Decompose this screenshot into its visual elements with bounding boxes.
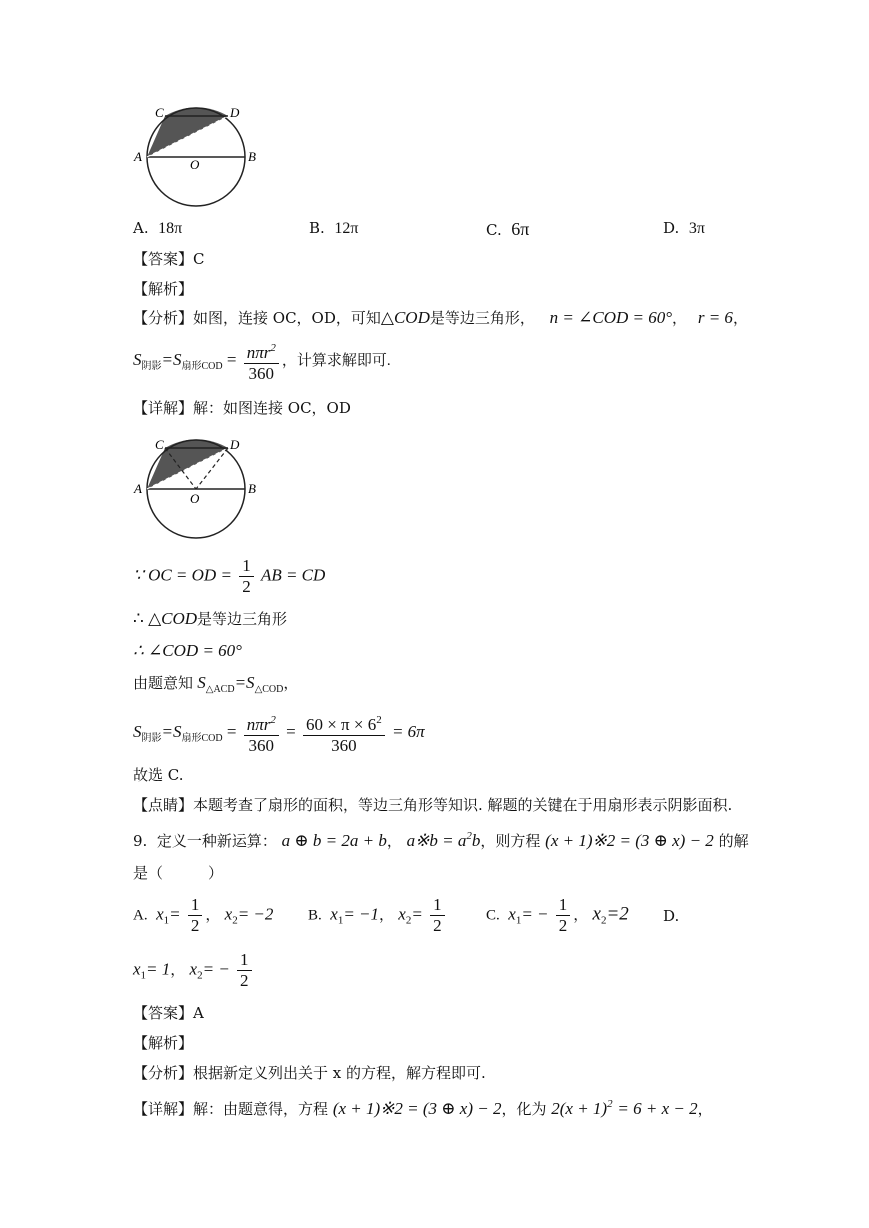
q8-option-b: B. 12π xyxy=(309,219,359,237)
q9-option-c: C. $x_1=$ − $\frac{1}{2}$ ， $x_2=2$ xyxy=(486,895,629,935)
label-d-2: D xyxy=(230,437,240,452)
q8-choose: 故选 C. xyxy=(133,766,184,784)
q9-option-a: A. $x_1=$ $\frac{1}{2}$ ， $x_2= -2$ xyxy=(133,895,274,935)
label-c-2: C xyxy=(155,437,164,452)
q8-analysis-label: 【解析】 xyxy=(133,280,194,298)
q8-option-c: C. 6π xyxy=(486,219,530,239)
label-b: B xyxy=(248,149,256,164)
q9-answer: 【答案】A xyxy=(133,1004,204,1022)
label-o-2: O xyxy=(190,491,200,506)
q8-therefore-2: ∴ ∠COD = 60° xyxy=(133,641,242,660)
q8-therefore-1: ∴ △COD是等边三角形 xyxy=(133,609,288,628)
q9-analysis: 【分析】根据新定义列出关于 x 的方程，解方程即可. xyxy=(133,1064,486,1082)
q8-known: 由题意知 $S_{\triangle ACD}=S_{\triangle COD}$， xyxy=(133,673,299,695)
q8-answer: 【答案】C xyxy=(133,250,205,268)
q8-comment: 【点睛】本题考查了扇形的面积，等边三角形等知识. 解题的关键在于用扇形表示阴影面积. xyxy=(133,796,733,814)
q9-stem-line-1: 9. 定义一种新运算： a ⊕ b = 2a + b， a※b = $a^2b$，则方程 (x + 1)※2 = (3 ⊕ x) − 2 的解 xyxy=(133,830,749,850)
q9-option-d-letter: D. xyxy=(663,907,680,925)
circle-diagram-2 xyxy=(130,432,280,557)
q8-detail: 【详解】解：如图连接 OC，OD xyxy=(133,399,351,417)
q8-option-d: D. 3π xyxy=(663,219,705,237)
q9-option-b: B. $x_1= -1$， $x_2=$ $\frac{1}{2}$ xyxy=(308,895,448,936)
label-a-2: A xyxy=(134,481,142,496)
q8-final-formula: $S_{阴影}=S_{扇形COD}$ = $\frac{n\pi r^2}{360}$ = $\frac{60 \times \pi \times 6^2}{360}$ = 6π xyxy=(133,710,425,756)
q8-analysis: 【分析】如图，连接 OC，OD，可知△COD是等边三角形， n = ∠COD = 60°， r = 6， xyxy=(133,308,748,327)
q9-detail: 【详解】解：由题意得，方程 (x + 1)※2 = (3 ⊕ x) − 2，化为 $2(x + 1)^2 = 6 + x - 2$， xyxy=(133,1098,713,1118)
q8-area-formula: $S_{阴影}=S_{扇形COD}$ = $\frac{n\pi r^2}{360}$ ，计算求解即可. xyxy=(133,338,391,384)
label-o: O xyxy=(190,157,200,172)
q8-option-a: A. 18π xyxy=(133,219,183,237)
q8-because-line: ∵ OC = OD = $\frac{1}{2}$ AB = CD xyxy=(133,556,326,596)
label-c: C xyxy=(155,105,164,120)
q9-option-d: $x_1= 1$， $x_2=$ − $\frac{1}{2}$ xyxy=(133,950,255,991)
label-a: A xyxy=(134,149,142,164)
label-b-2: B xyxy=(248,481,256,496)
q9-analysis-label: 【解析】 xyxy=(133,1034,194,1052)
label-d: D xyxy=(230,105,240,120)
circle-diagram-1 xyxy=(130,100,280,225)
q9-stem-line-2: 是（ ） xyxy=(133,864,224,882)
